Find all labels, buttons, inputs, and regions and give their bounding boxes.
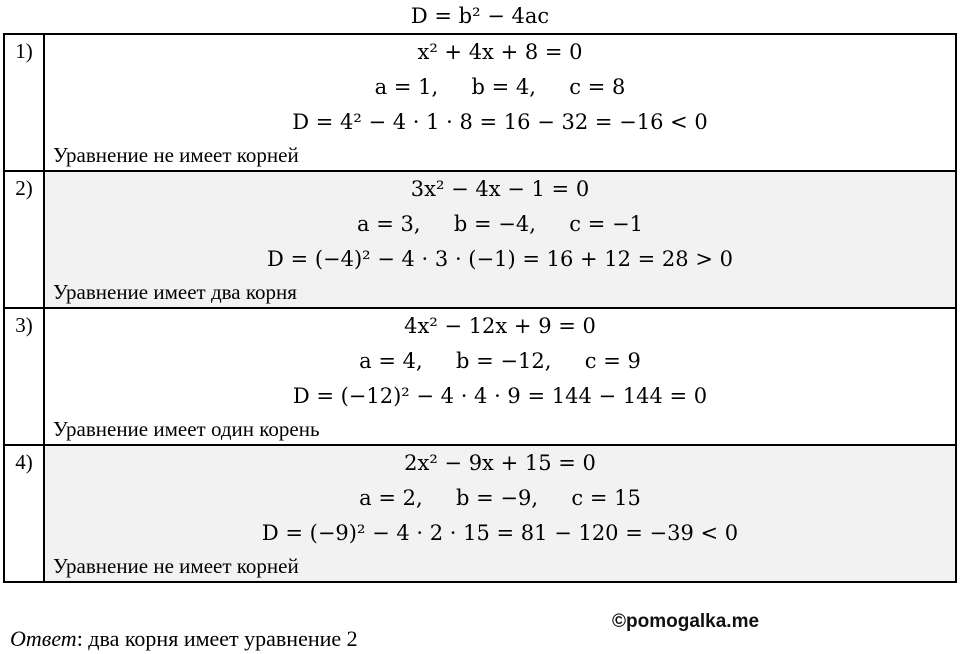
conclusion-text: Уравнение имеет два корня (53, 280, 297, 304)
discriminant-line: D = 4² − 4 · 1 · 8 = 16 − 32 = −16 < 0 (292, 110, 708, 134)
discriminant-formula: D = b² − 4ac (410, 4, 550, 28)
problem-number: 3) (4, 308, 44, 445)
answer-line (10, 626, 358, 652)
equation-line: 3x² − 4x − 1 = 0 (410, 177, 590, 201)
coefficients-line: a = 1, b = 4, c = 8 (374, 75, 626, 99)
equation-line: 4x² − 12x + 9 = 0 (404, 314, 596, 338)
problem-row (4, 34, 956, 171)
problem-solution (44, 308, 956, 445)
problem-row (4, 308, 956, 445)
problem-number: 4) (4, 445, 44, 582)
problem-number: 1) (4, 34, 44, 171)
equation-line: 2x² − 9x + 15 = 0 (404, 451, 596, 475)
coefficients-line: a = 3, b = −4, c = −1 (357, 212, 643, 236)
discriminant-line: D = (−9)² − 4 · 2 · 15 = 81 − 120 = −39 < 0 (261, 521, 739, 545)
problem-row (4, 445, 956, 582)
discriminant-line: D = (−4)² − 4 · 3 · (−1) = 16 + 12 = 28 > 0 (267, 247, 733, 271)
solutions-table (3, 33, 957, 583)
problem-solution (44, 34, 956, 171)
equation-line: x² + 4x + 8 = 0 (417, 40, 583, 64)
conclusion-text: Уравнение не имеет корней (53, 554, 299, 578)
conclusion-text: Уравнение имеет один корень (53, 417, 320, 441)
answer-label: Ответ (10, 626, 77, 651)
problem-solution (44, 445, 956, 582)
answer-text: : два корня имеет уравнение 2 (76, 626, 358, 651)
coefficients-line: a = 2, b = −9, c = 15 (359, 486, 641, 510)
problem-row (4, 171, 956, 308)
discriminant-line: D = (−12)² − 4 · 4 · 9 = 144 − 144 = 0 (292, 384, 708, 408)
problem-number: 2) (4, 171, 44, 308)
conclusion-text: Уравнение не имеет корней (53, 143, 299, 167)
problem-solution (44, 171, 956, 308)
site-watermark: ©pomogalka.me (612, 611, 760, 632)
coefficients-line: a = 4, b = −12, c = 9 (359, 349, 641, 373)
